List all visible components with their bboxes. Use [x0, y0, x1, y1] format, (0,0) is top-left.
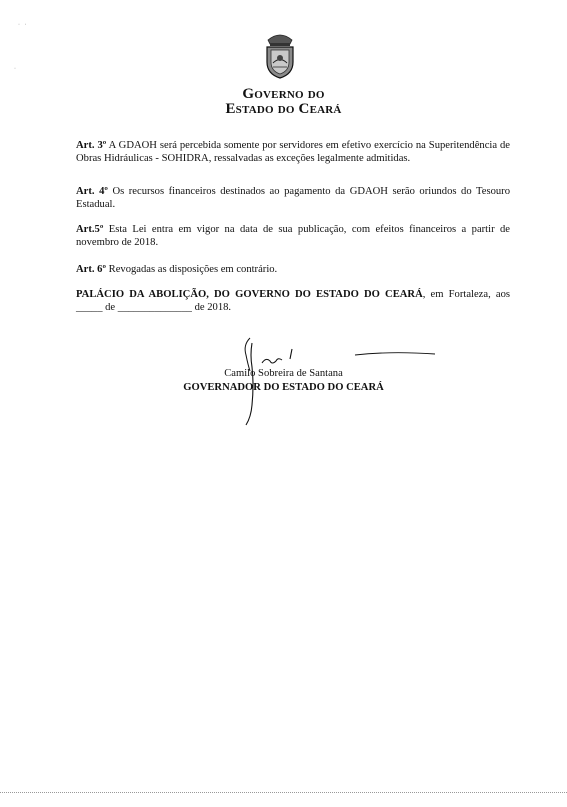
article-label: Art.5º	[76, 224, 104, 235]
closing-bold: PALÁCIO DA ABOLIÇÃO, DO GOVERNO DO ESTADO DO CEARÁ	[76, 289, 423, 300]
article-label: Art. 4º	[76, 186, 108, 197]
article-text: A GDAOH será percebida somente por servidores em efetivo exercício na Superitendência de Obras Hidráulicas - SOHIDRA, ressalvadas as exceções legalmente admitidas.	[76, 140, 510, 164]
header-line-2: Estado do Ceará	[225, 101, 342, 117]
article-text: Revogadas as disposições em contrário.	[105, 264, 278, 275]
article-label: Art. 3º	[76, 140, 107, 151]
article-text: Os recursos financeiros destinados ao pagamento da GDAOH serão oriundos do Tesouro Estadual.	[76, 186, 510, 210]
article-4	[76, 186, 510, 211]
scan-speck: ·	[14, 66, 16, 72]
article-text: Esta Lei entra em vigor na data de sua publicação, com efeitos financeiros a partir de novembro de 2018.	[76, 224, 510, 248]
article-5	[76, 224, 510, 249]
article-3	[76, 140, 510, 165]
article-label: Art. 6º	[76, 264, 106, 275]
closing-text: , em Fortaleza, aos _____ de ______________ de 2018.	[76, 289, 511, 313]
scan-speck: · ·	[18, 22, 27, 28]
signatory-title: GOVERNADOR DO ESTADO DO CEARÁ	[183, 382, 384, 393]
coat-of-arms-icon	[262, 30, 298, 80]
closing-paragraph	[76, 289, 510, 314]
header-line-1: Governo do	[242, 86, 325, 102]
article-6	[76, 264, 510, 277]
page-bottom-edge	[0, 792, 567, 793]
signatory-name: Camilo Sobreira de Santana	[224, 368, 343, 379]
